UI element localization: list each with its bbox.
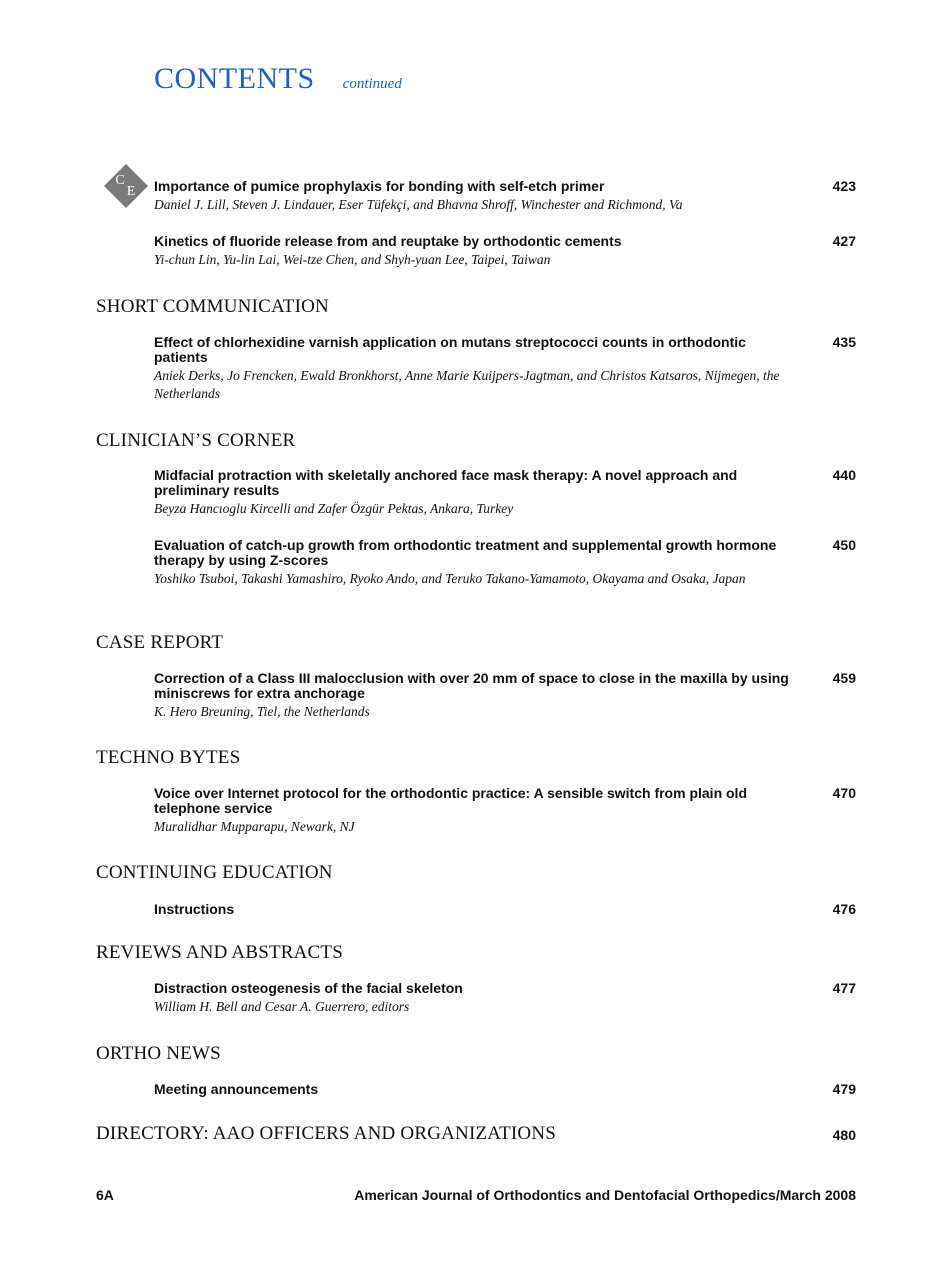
- ce-letter-c: C: [115, 173, 125, 188]
- article-entry[interactable]: [154, 234, 856, 269]
- article-entry[interactable]: [154, 981, 856, 1016]
- article-title: Meeting announcements: [154, 1081, 319, 1097]
- section-heading: SHORT COMMUNICATION: [96, 296, 329, 317]
- article-authors: K. Hero Breuning, Tiel, the Netherlands: [154, 704, 370, 719]
- article-page: 423: [832, 178, 856, 194]
- section-heading: CASE REPORT: [96, 632, 224, 653]
- ce-credit-icon: [103, 163, 149, 209]
- article-entry[interactable]: [154, 468, 856, 518]
- article-authors: Yoshiko Tsuboi, Takashi Yamashiro, Ryoko Ando, and Teruko Takano-Yamamoto, Okayama and Osaka, Japan: [154, 571, 746, 586]
- article-page: 479: [832, 1081, 856, 1097]
- footer-journal: American Journal of Orthodontics and Dentofacial Orthopedics/March 2008: [354, 1187, 856, 1203]
- article-entry[interactable]: [154, 179, 856, 214]
- article-page: 427: [832, 233, 856, 249]
- article-page: 435: [832, 334, 856, 350]
- ce-letter-e: E: [126, 184, 136, 199]
- directory-page: 480: [832, 1127, 856, 1143]
- article-title: Correction of a Class III malocclusion with over 20 mm of space to close in the maxilla by using miniscrews for extra anchorage: [154, 670, 789, 701]
- article-title: Midfacial protraction with skeletally anchored face mask therapy: A novel approach and preliminary results: [154, 467, 738, 498]
- article-entry[interactable]: [154, 1082, 856, 1097]
- article-entry[interactable]: [154, 902, 856, 917]
- article-authors: Aniek Derks, Jo Frencken, Ewald Bronkhorst, Anne Marie Kuijpers-Jagtman, and Christos Katsaros, Nijmegen, the Netherlands: [154, 368, 780, 401]
- section-heading: CONTINUING EDUCATION: [96, 862, 333, 883]
- article-authors: Beyza Hancıoglu Kircelli and Zafer Özgür Pektas, Ankara, Turkey: [154, 501, 514, 516]
- article-entry[interactable]: [154, 671, 856, 721]
- section-heading: ORTHO NEWS: [96, 1043, 221, 1064]
- article-title: Instructions: [154, 901, 235, 917]
- article-page: 477: [832, 980, 856, 996]
- article-authors: Yi-chun Lin, Yu-lin Lai, Wei-tze Chen, and Shyh-yuan Lee, Taipei, Taiwan: [154, 252, 551, 267]
- article-title: Distraction osteogenesis of the facial skeleton: [154, 980, 463, 996]
- contents-header: [154, 62, 402, 96]
- section-heading[interactable]: DIRECTORY: AAO OFFICERS AND ORGANIZATIONS: [96, 1123, 557, 1144]
- article-page: 476: [832, 901, 856, 917]
- article-page: 459: [832, 670, 856, 686]
- article-authors: Daniel J. Lill, Steven J. Lindauer, Eser Tüfekçi, and Bhavna Shroff, Winchester and Richmond, Va: [154, 197, 683, 212]
- article-entry[interactable]: [154, 538, 856, 588]
- article-title: Evaluation of catch-up growth from orthodontic treatment and supplemental growth hormone therapy by using Z-scores: [154, 537, 777, 568]
- article-title: Effect of chlorhexidine varnish application on mutans streptococci counts in orthodontic patients: [154, 334, 746, 365]
- section-heading: REVIEWS AND ABSTRACTS: [96, 942, 344, 963]
- footer-page-label: 6A: [96, 1187, 114, 1203]
- article-entry[interactable]: [154, 335, 856, 403]
- page-title: CONTENTS: [154, 62, 315, 95]
- article-title: Kinetics of fluoride release from and reuptake by orthodontic cements: [154, 233, 622, 249]
- article-authors: Muralidhar Mupparapu, Newark, NJ: [154, 819, 355, 834]
- section-heading: CLINICIAN’S CORNER: [96, 430, 296, 451]
- page-subtitle: continued: [342, 76, 402, 92]
- article-entry[interactable]: [154, 786, 856, 836]
- article-page: 440: [832, 467, 856, 483]
- article-title: Importance of pumice prophylaxis for bonding with self-etch primer: [154, 178, 605, 194]
- section-heading: TECHNO BYTES: [96, 747, 241, 768]
- article-authors: William H. Bell and Cesar A. Guerrero, editors: [154, 999, 410, 1014]
- article-page: 470: [832, 785, 856, 801]
- article-title: Voice over Internet protocol for the orthodontic practice: A sensible switch from plain old telephone service: [154, 785, 747, 816]
- article-page: 450: [832, 537, 856, 553]
